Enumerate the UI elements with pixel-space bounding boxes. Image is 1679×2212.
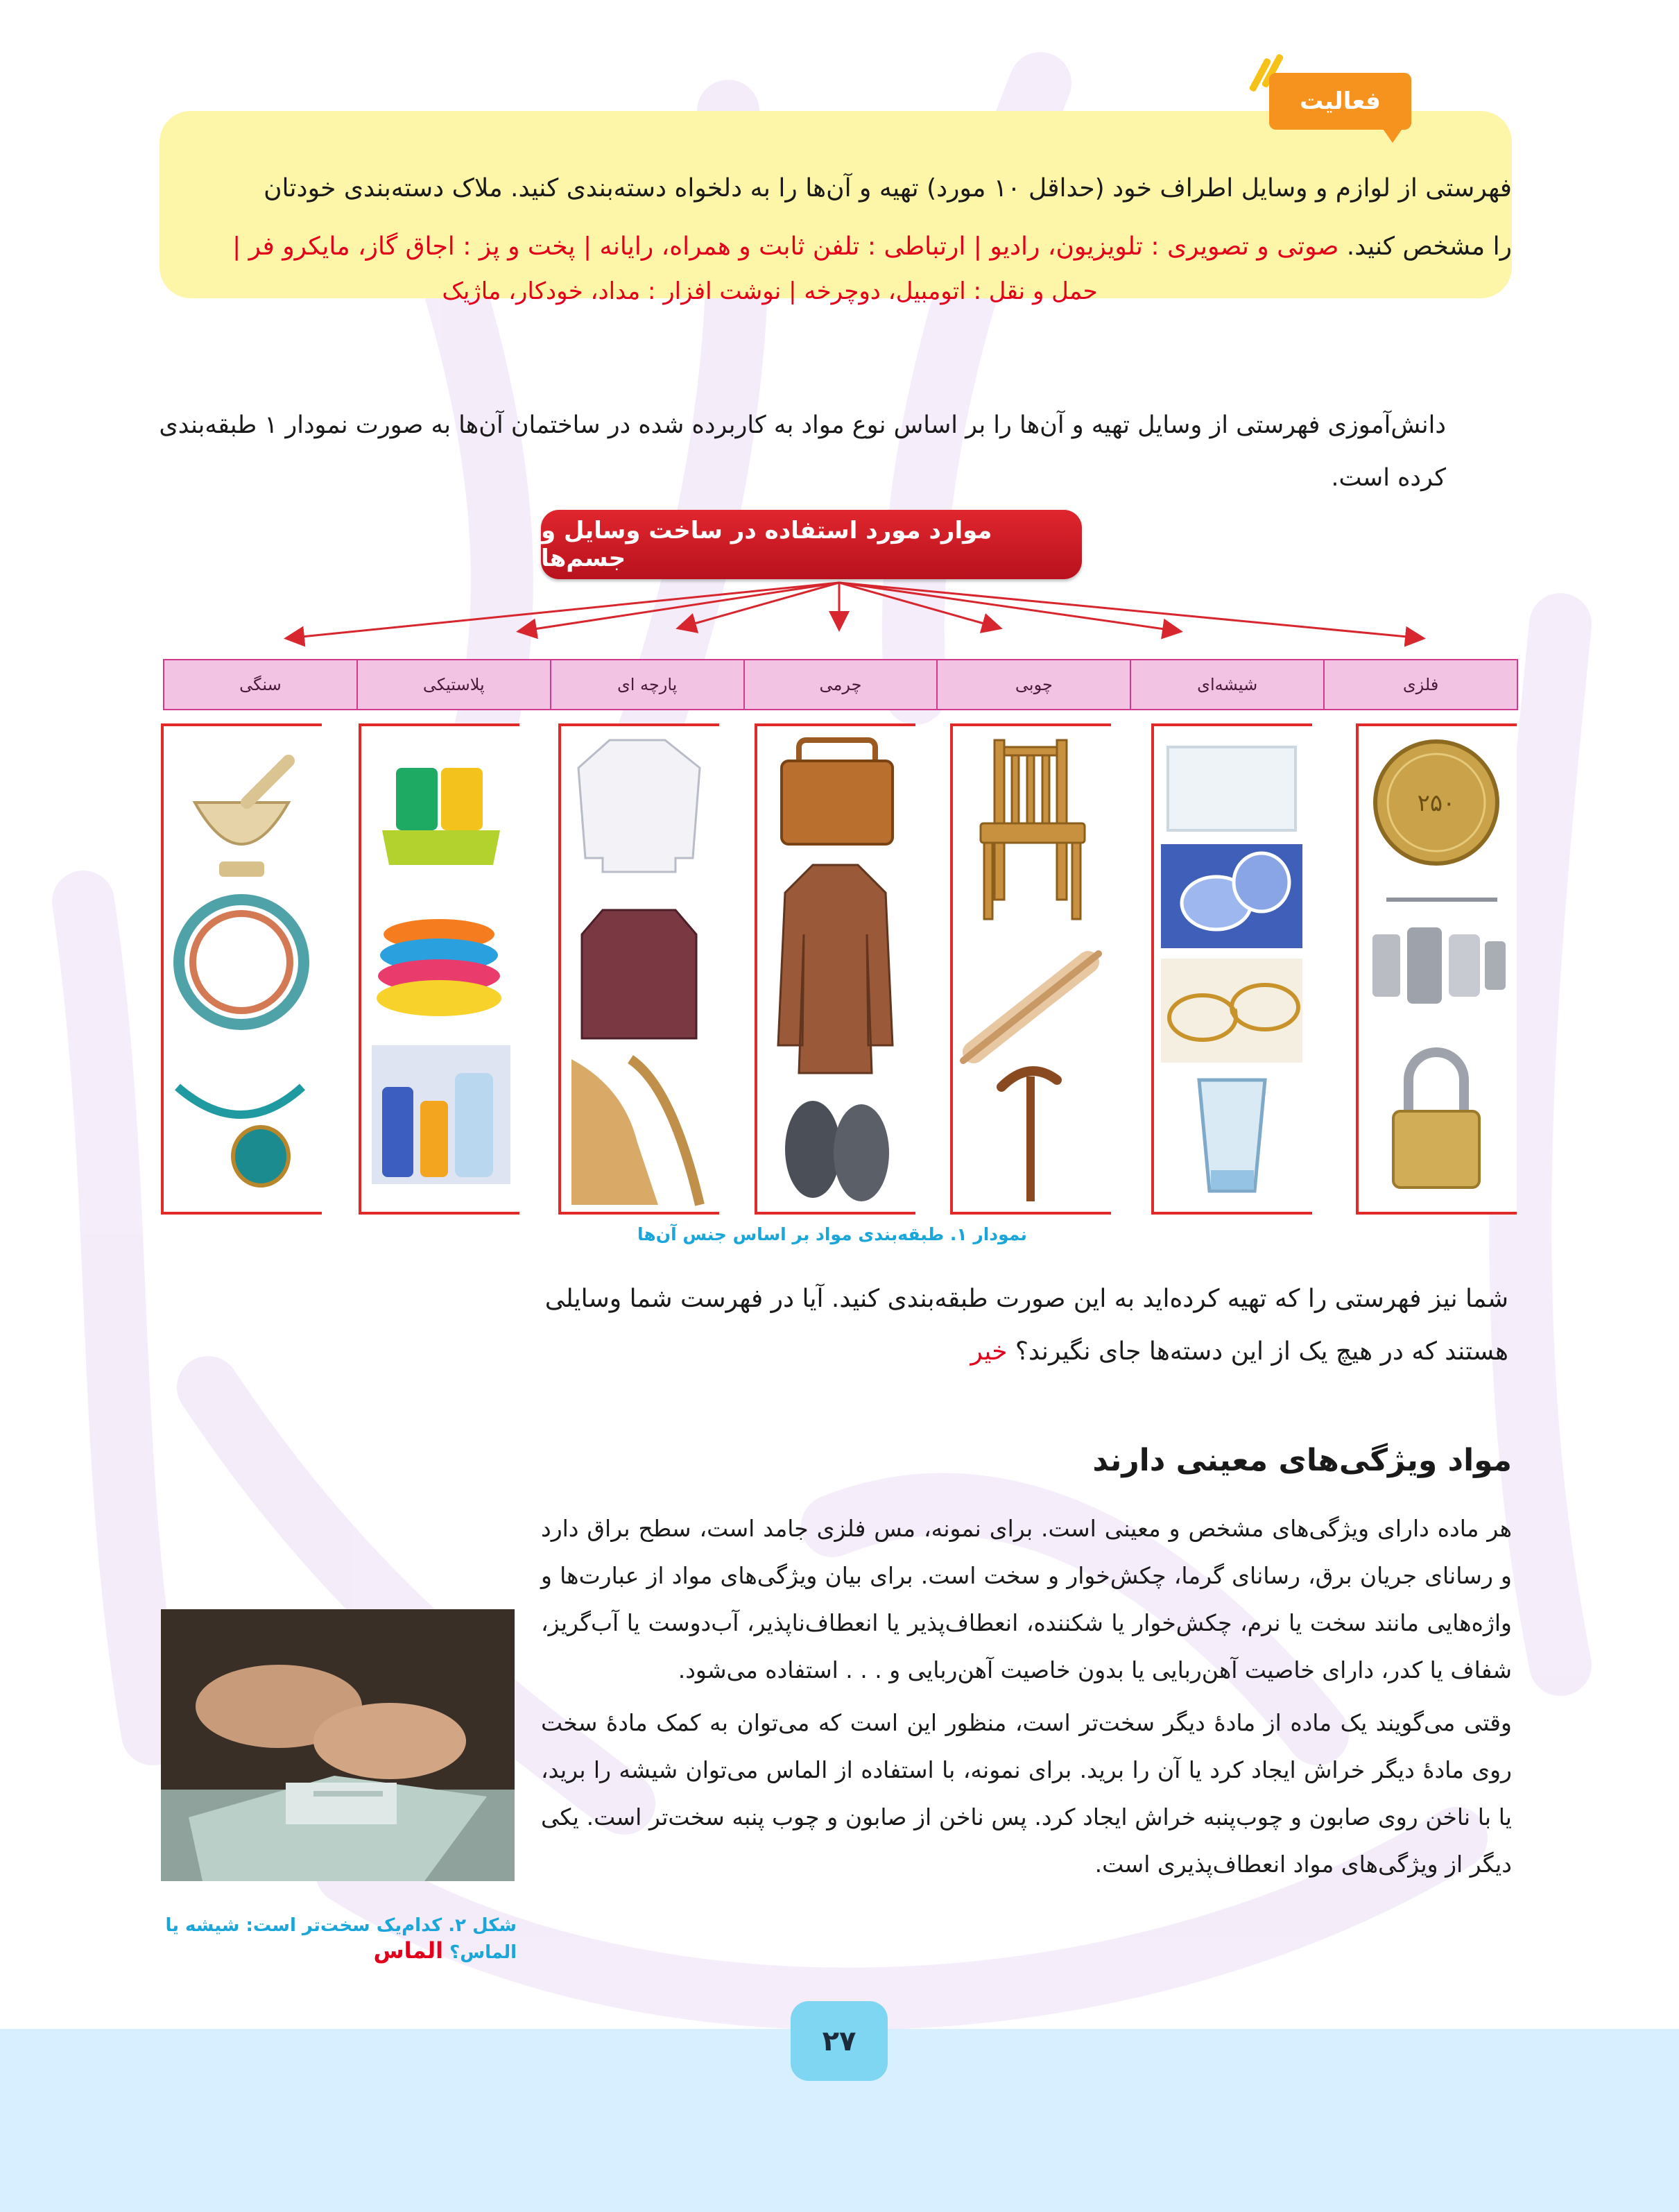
rolling-pin-icon — [963, 954, 1099, 1061]
category-fabric: پارچه ای — [550, 660, 743, 709]
column-metal — [1356, 723, 1517, 1215]
glass-cutting-photo — [161, 1609, 515, 1881]
shirt-icon — [578, 740, 700, 872]
bottles-icon — [372, 1045, 510, 1184]
chair-icon — [981, 740, 1085, 919]
cups-icon — [382, 768, 500, 865]
question-paragraph — [541, 1273, 1508, 1378]
briefcase-icon — [782, 740, 893, 844]
glass-plate-icon — [1168, 747, 1295, 830]
figure2-caption — [156, 1913, 517, 1965]
diagram-caption: نمودار ۱. طبقه‌بندی مواد بر اساس جنس آن‌ها — [637, 1224, 1027, 1244]
activity-answer-line-2: حمل و نقل : اتومبیل، دوچرخه | نوشت افزار : مداد، خودکار، ماژیک — [442, 277, 1098, 305]
section-title: مواد ویژگی‌های معینی دارند — [1092, 1443, 1512, 1478]
jacket-icon — [582, 910, 696, 1038]
question-text: شما نیز فهرستی را که تهیه کرده‌اید به این صورت طبقه‌بندی کنید. آیا در فهرست شما وسایلی هستند که در هیچ یک از این دسته‌ها جای نگیرند؟ — [544, 1285, 1508, 1366]
coin-icon — [1375, 741, 1497, 864]
category-metal: فلزی — [1323, 660, 1517, 709]
eyeglasses-icon — [1161, 959, 1302, 1063]
category-glass: شیشه‌ای — [1130, 660, 1323, 709]
activity-line-2 — [76, 218, 1512, 276]
figure2-caption-text: شکل ۲. کدام‌یک سخت‌تر است: شیشه یا الماس؟ — [165, 1915, 517, 1963]
column-plastic — [359, 723, 519, 1215]
cane-icon — [1001, 1071, 1057, 1201]
dishes-icon — [377, 919, 501, 1016]
activity-tag-tail — [1380, 125, 1405, 143]
cutlery-icon — [1372, 900, 1506, 1004]
category-leather: چرمی — [743, 660, 937, 709]
pendant-icon — [178, 1087, 302, 1185]
drinking-glass-icon — [1199, 1080, 1265, 1191]
question-answer: خیر — [970, 1337, 1008, 1366]
diagram-header: موارد مورد استفاده در ساخت وسایل و جسم‌ها — [541, 510, 1082, 579]
activity-instructions — [76, 160, 1512, 276]
column-leather — [755, 723, 915, 1215]
category-wood: چوبی — [936, 660, 1130, 709]
necklace-icon — [179, 900, 304, 1024]
coin-denomination: ۲۵۰ — [1417, 789, 1456, 817]
category-table — [163, 659, 1518, 710]
category-stone: سنگی — [239, 675, 282, 694]
column-fabric — [558, 723, 719, 1215]
padlock-icon — [1393, 1052, 1479, 1188]
coat-icon — [778, 865, 893, 1073]
shoes-icon — [785, 1101, 889, 1201]
activity-answer-line-1: صوتی و تصویری : تلویزیون، رادیو | ارتباطی : تلفن ثابت و همراه، رایانه | پخت و پز : اجاق گاز، مایکرو فر | — [232, 232, 1347, 261]
section-paragraph-1: هر ماده دارای ویژگی‌های مشخص و معینی است. برای نمونه، مس فلزی جامد است، سطح براق دارد و رسانای جریان برق، رسانای گرما، چکش‌خوار و سخت است. برای بیان ویژگی‌های مواد از عبارت‌ها و واژه‌هایی مانند سخت یا نرم، چکش‌خوار یا شکننده، انعطاف‌پذیر یا انعطاف‌ناپذیر، آب‌دوست یا آب‌گریز، شفاف یا کدر، دارای خاصیت آهن‌ربایی یا بدون خاصیت آهن‌ربایی و . . . استفاده می‌شود. — [541, 1515, 1512, 1683]
mortar-icon — [195, 761, 289, 877]
figure2-answer: الماس — [373, 1937, 444, 1964]
activity-tag: فعالیت — [1269, 73, 1411, 130]
column-glass — [1151, 723, 1312, 1215]
column-stone — [161, 723, 322, 1215]
column-wood — [950, 723, 1111, 1215]
activity-line-2-start: را مشخص کنید. — [1346, 232, 1512, 261]
section-paragraph-2: وقتی می‌گویند یک ماده از مادهٔ دیگر سخت‌تر است، منظور این است که می‌توان به کمک مادهٔ سخت روی مادهٔ دیگر خراش ایجاد کرد یا آن را برید. برای نمونه، با استفاده از الماس می‌توان شیشه را برید، یا با ناخن روی صابون و چوب‌پنبه خراش ایجاد کرد. پس ناخن از صابون و چوب پنبه سخت‌تر است. یکی دیگر از ویژگی‌های مواد انعطاف‌پذیری است. — [541, 1709, 1512, 1878]
page-number: ۲۷ — [791, 2001, 888, 2081]
lenses-icon — [1161, 844, 1302, 948]
category-plastic: پلاستیکی — [356, 660, 550, 709]
section-body — [541, 1505, 1512, 1888]
intro-paragraph: دانش‌آموزی فهرستی از وسایل تهیه و آن‌ها را بر اساس نوع مواد به کاربرده شده در ساختمان آن‌ها به صورت نمودار ۱ طبقه‌بندی کرده است. — [159, 411, 1446, 492]
curtain-icon — [571, 1059, 700, 1205]
activity-line-1: فهرستی از لوازم و وسایل اطراف خود (حداقل ۱۰ مورد) تهیه و آن‌ها را به دلخواه دسته‌بندی کنید. ملاک دسته‌بندی خودتان — [264, 174, 1512, 203]
